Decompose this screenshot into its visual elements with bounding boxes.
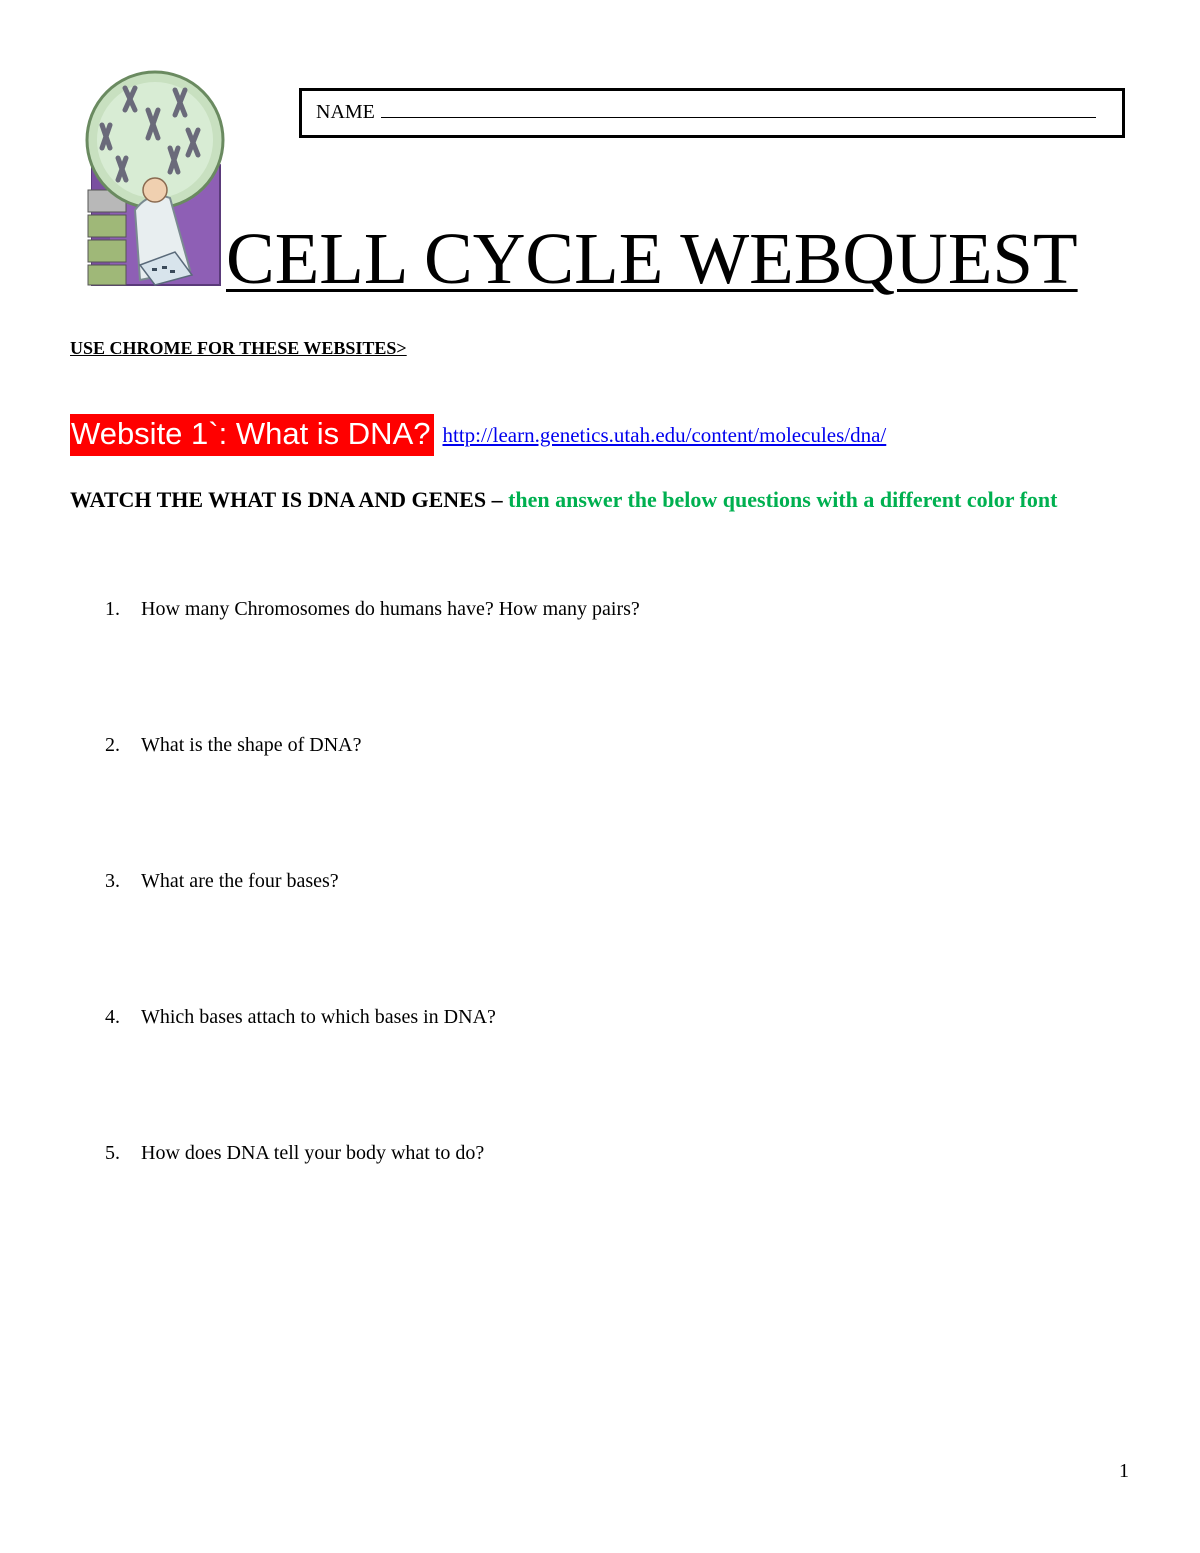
name-field[interactable]	[299, 88, 1125, 138]
question-item	[105, 734, 640, 870]
question-text: What are the four bases?	[141, 870, 339, 892]
website-label: Website 1`: What is DNA?	[70, 414, 434, 456]
website-link[interactable]: http://learn.genetics.utah.edu/content/molecules/dna/	[442, 422, 887, 447]
question-text: What is the shape of DNA?	[141, 734, 362, 756]
question-item	[105, 598, 640, 734]
name-blank-line	[381, 101, 1096, 118]
page-number: 1	[1119, 1460, 1129, 1482]
browser-instruction: USE CHROME FOR THESE WEBSITES>	[70, 338, 407, 358]
question-number: 3.	[105, 870, 120, 892]
question-text: Which bases attach to which bases in DNA?	[141, 1006, 496, 1028]
question-number: 5.	[105, 1142, 120, 1164]
watch-green-text: then answer the below questions with a different color font	[508, 487, 1058, 512]
scientist-chromosomes-icon	[80, 70, 230, 290]
question-text: How many Chromosomes do humans have? How many pairs?	[141, 598, 640, 620]
question-list	[105, 598, 640, 1278]
watch-instruction	[70, 484, 1090, 515]
question-item	[105, 1142, 640, 1278]
name-label: NAME	[316, 101, 375, 123]
watch-black-text: WATCH THE WHAT IS DNA AND GENES –	[70, 487, 509, 512]
question-item	[105, 870, 640, 1006]
question-number: 1.	[105, 598, 120, 620]
question-item	[105, 1006, 640, 1142]
question-number: 2.	[105, 734, 120, 756]
question-number: 4.	[105, 1006, 120, 1028]
question-text: How does DNA tell your body what to do?	[141, 1142, 485, 1164]
page-title: CELL CYCLE WEBQUEST	[226, 218, 1078, 299]
website-row	[70, 414, 886, 456]
